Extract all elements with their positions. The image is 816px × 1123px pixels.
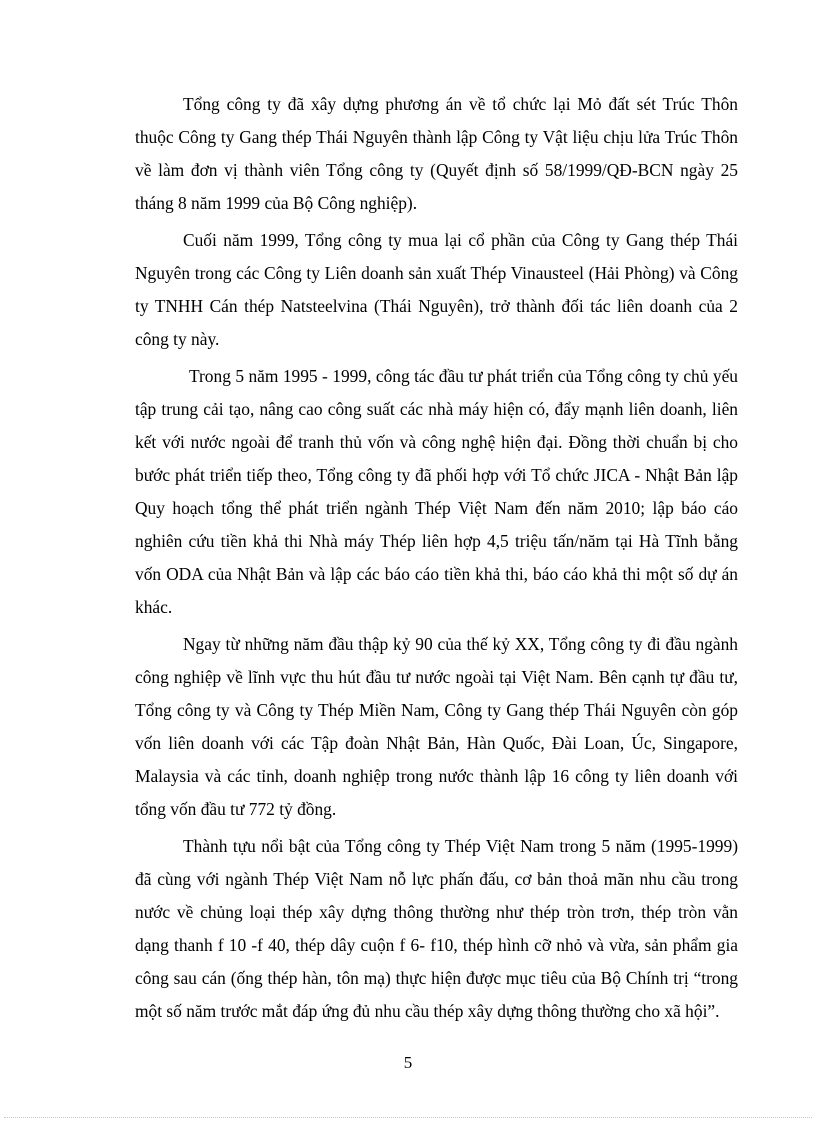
paragraph-2: Cuối năm 1999, Tổng công ty mua lại cổ phần của Công ty Gang thép Thái Nguyên trong các Công ty Liên doanh sản xuất Thép Vinausteel (Hải Phòng) và Công ty TNHH Cán thép Natsteelvina (Thái Nguyên), trở thành đối tác liên doanh của 2 công ty này. <box>135 230 738 349</box>
paragraph-4: Ngay từ những năm đầu thập kỷ 90 của thế kỷ XX, Tổng công ty đi đầu ngành công nghiệp về lĩnh vực thu hút đầu tư nước ngoài tại Việt Nam. Bên cạnh tự đầu tư, Tổng công ty và Công ty Thép Miền Nam, Công ty Gang thép Thái Nguyên còn góp vốn liên doanh với các Tập đoàn Nhật Bản, Hàn Quốc, Đài Loan, Úc, Singapore, Malaysia và các tỉnh, doanh nghiệp trong nước thành lập 16 công ty liên doanh với tổng vốn đầu tư 772 tỷ đồng. <box>135 634 738 819</box>
body-text <box>135 88 738 1032</box>
paragraph-5: Thành tựu nổi bật của Tổng công ty Thép Việt Nam trong 5 năm (1995-1999) đã cùng với ngành Thép Việt Nam nỗ lực phấn đấu, cơ bản thoả mãn nhu cầu trong nước về chủng loại thép xây dựng thông thường như thép tròn trơn, thép tròn vằn dạng thanh f 10 -f 40, thép dây cuộn f 6- f10, thép hình cỡ nhỏ và vừa, sản phẩm gia công sau cán (ống thép hàn, tôn mạ) thực hiện được mục tiêu của Bộ Chính trị “trong một số năm trước mắt đáp ứng đủ nhu cầu thép xây dựng thông thường cho xã hội”. <box>135 836 738 1021</box>
page-bottom-rule <box>4 1117 812 1118</box>
paragraph-3: Trong 5 năm 1995 - 1999, công tác đầu tư phát triển của Tổng công ty chủ yếu tập trung cải tạo, nâng cao công suất các nhà máy hiện có, đẩy mạnh liên doanh, liên kết với nước ngoài để tranh thủ vốn và công nghệ hiện đại. Đồng thời chuẩn bị cho bước phát triển tiếp theo, Tổng công ty đã phối hợp với Tổ chức JICA - Nhật Bản lập Quy hoạch tổng thể phát triển ngành Thép Việt Nam đến năm 2010; lập báo cáo nghiên cứu tiền khả thi Nhà máy Thép liên hợp 4,5 triệu tấn/năm tại Hà Tĩnh bằng vốn ODA của Nhật Bản và lập các báo cáo tiền khả thi, báo cáo khả thi một số dự án khác. <box>135 366 738 617</box>
page-number: 5 <box>403 1053 413 1072</box>
paragraph-1: Tổng công ty đã xây dựng phương án về tổ chức lại Mỏ đất sét Trúc Thôn thuộc Công ty Gang thép Thái Nguyên thành lập Công ty Vật liệu chịu lửa Trúc Thôn về làm đơn vị thành viên Tổng công ty (Quyết định số 58/1999/QĐ-BCN ngày 25 tháng 8 năm 1999 của Bộ Công nghiệp). <box>135 94 738 213</box>
